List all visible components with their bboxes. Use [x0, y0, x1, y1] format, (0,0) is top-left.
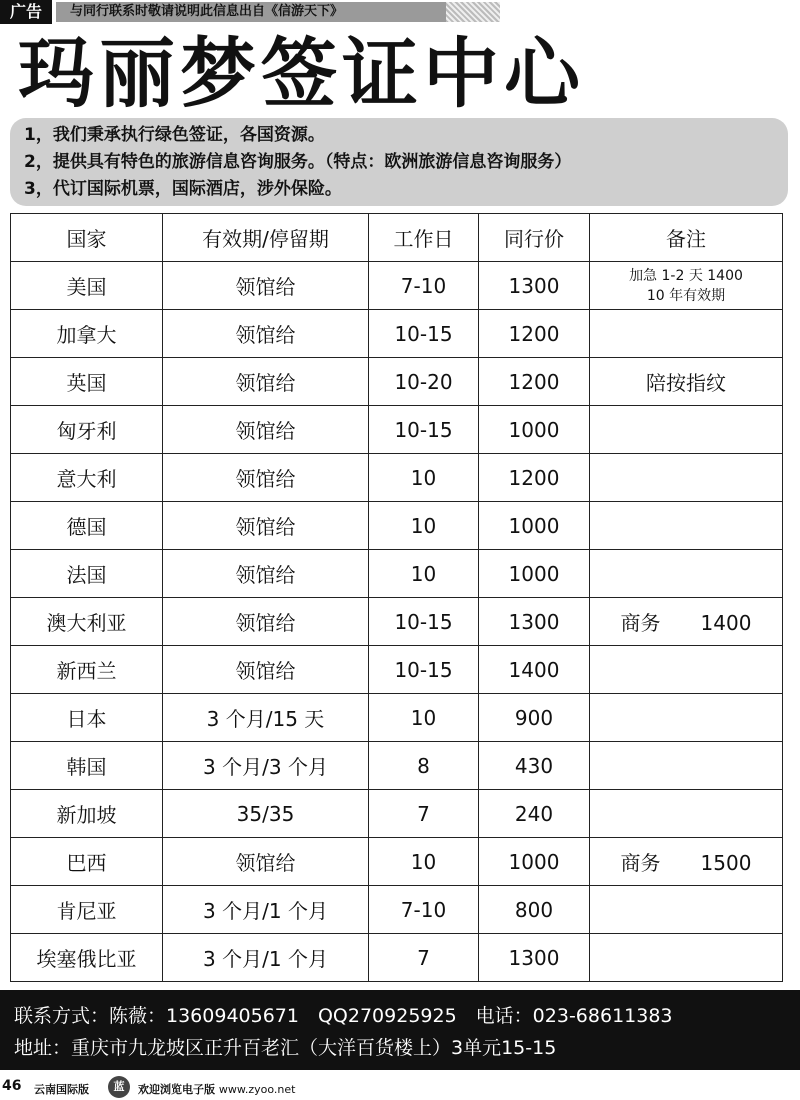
cell-country: 加拿大 — [11, 310, 163, 358]
cell-workdays: 7-10 — [369, 262, 479, 310]
cell-country: 肯尼亚 — [11, 886, 163, 934]
table-body — [11, 262, 783, 982]
table-row — [11, 358, 783, 406]
service-info-box — [10, 118, 788, 206]
cell-remark — [590, 262, 783, 310]
ad-decoration — [446, 2, 500, 22]
cell-price: 430 — [479, 742, 590, 790]
service-info-line: 1，我们秉承执行绿色签证，各国资源。 — [24, 125, 325, 145]
table-row — [11, 598, 783, 646]
cell-remark — [590, 934, 783, 982]
cell-workdays: 8 — [369, 742, 479, 790]
cell-country: 韩国 — [11, 742, 163, 790]
cell-workdays: 10 — [369, 550, 479, 598]
cell-remark: 商务 1500 — [590, 838, 783, 886]
cell-remark: 商务 1400 — [590, 598, 783, 646]
header-price: 同行价 — [479, 214, 590, 262]
cell-price: 1400 — [479, 646, 590, 694]
cell-validity: 领馆给 — [163, 454, 369, 502]
cell-price: 240 — [479, 790, 590, 838]
table-row — [11, 886, 783, 934]
cell-country: 德国 — [11, 502, 163, 550]
cell-validity: 领馆给 — [163, 838, 369, 886]
cell-country: 意大利 — [11, 454, 163, 502]
cell-country: 埃塞俄比亚 — [11, 934, 163, 982]
table-row — [11, 502, 783, 550]
cell-price: 1000 — [479, 502, 590, 550]
cell-price: 1300 — [479, 598, 590, 646]
cell-validity: 领馆给 — [163, 502, 369, 550]
cell-validity: 领馆给 — [163, 310, 369, 358]
cell-price: 1200 — [479, 310, 590, 358]
cell-price: 1300 — [479, 262, 590, 310]
cell-workdays: 7-10 — [369, 886, 479, 934]
cell-workdays: 10-15 — [369, 310, 479, 358]
cell-price: 800 — [479, 886, 590, 934]
cell-remark: 陪按指纹 — [590, 358, 783, 406]
page-number: 46 — [2, 1078, 22, 1094]
cell-country: 新西兰 — [11, 646, 163, 694]
cell-validity: 3 个月/1 个月 — [163, 886, 369, 934]
cell-remark — [590, 742, 783, 790]
cell-remark — [590, 454, 783, 502]
cell-workdays: 10-15 — [369, 646, 479, 694]
cell-price: 900 — [479, 694, 590, 742]
service-info-line: 2，提供具有特色的旅游信息咨询服务。（特点：欧洲旅游信息咨询服务） — [24, 152, 572, 172]
page-title: 玛丽梦签证中心 — [18, 29, 585, 118]
cell-country: 日本 — [11, 694, 163, 742]
welcome-text — [138, 1081, 295, 1097]
cell-country: 澳大利亚 — [11, 598, 163, 646]
page-footer-bar — [0, 1076, 800, 1100]
cell-workdays: 10-15 — [369, 598, 479, 646]
cell-workdays: 10-20 — [369, 358, 479, 406]
visa-price-table — [10, 213, 782, 982]
remark-line: 加急 1-2 天 1400 — [629, 267, 743, 284]
cell-remark — [590, 310, 783, 358]
cell-validity: 领馆给 — [163, 406, 369, 454]
header-workdays: 工作日 — [369, 214, 479, 262]
contact-footer — [0, 990, 800, 1070]
cell-price: 1000 — [479, 838, 590, 886]
website-link[interactable]: www.zyoo.net — [218, 1083, 296, 1096]
cell-price: 1000 — [479, 406, 590, 454]
cell-country: 法国 — [11, 550, 163, 598]
cell-remark — [590, 646, 783, 694]
cell-workdays: 10 — [369, 454, 479, 502]
ad-tag: 广告 — [0, 0, 52, 24]
cell-country: 新加坡 — [11, 790, 163, 838]
address-line: 地址：重庆市九龙坡区正升百老汇（大洋百货楼上）3单元15-15 — [14, 1037, 557, 1059]
edition-badge-icon: 蓝 — [108, 1076, 130, 1098]
cell-country: 匈牙利 — [11, 406, 163, 454]
cell-validity: 领馆给 — [163, 550, 369, 598]
cell-remark — [590, 550, 783, 598]
cell-validity: 35/35 — [163, 790, 369, 838]
table-row — [11, 310, 783, 358]
cell-price: 1200 — [479, 358, 590, 406]
table-row — [11, 646, 783, 694]
cell-country: 英国 — [11, 358, 163, 406]
cell-workdays: 10 — [369, 694, 479, 742]
table-row — [11, 934, 783, 982]
table-row — [11, 550, 783, 598]
cell-remark — [590, 502, 783, 550]
cell-workdays: 7 — [369, 934, 479, 982]
welcome-label: 欢迎浏览电子版 — [138, 1083, 215, 1096]
cell-validity: 3 个月/15 天 — [163, 694, 369, 742]
ad-bar — [0, 0, 800, 24]
header-country: 国家 — [11, 214, 163, 262]
edition-label: 云南国际版 — [34, 1083, 89, 1096]
cell-validity: 领馆给 — [163, 358, 369, 406]
cell-workdays: 7 — [369, 790, 479, 838]
contact-line: 联系方式：陈薇：13609405671 QQ270925925 电话：023-68611383 — [14, 1005, 673, 1027]
table-row — [11, 262, 783, 310]
table-row — [11, 838, 783, 886]
cell-remark — [590, 406, 783, 454]
cell-price: 1000 — [479, 550, 590, 598]
cell-remark — [590, 790, 783, 838]
cell-country: 美国 — [11, 262, 163, 310]
cell-validity: 3 个月/1 个月 — [163, 934, 369, 982]
ad-note: 与同行联系时敬请说明此信息出自《信游天下》 — [56, 2, 446, 22]
service-info-line: 3，代订国际机票，国际酒店，涉外保险。 — [24, 179, 342, 199]
table-row — [11, 694, 783, 742]
cell-price: 1300 — [479, 934, 590, 982]
cell-workdays: 10 — [369, 838, 479, 886]
cell-remark — [590, 694, 783, 742]
table-row — [11, 454, 783, 502]
table-row — [11, 790, 783, 838]
header-validity: 有效期/停留期 — [163, 214, 369, 262]
cell-price: 1200 — [479, 454, 590, 502]
table-row — [11, 742, 783, 790]
cell-workdays: 10 — [369, 502, 479, 550]
cell-validity: 领馆给 — [163, 262, 369, 310]
header-remark: 备注 — [590, 214, 783, 262]
remark-line: 10 年有效期 — [646, 287, 726, 304]
table-row — [11, 406, 783, 454]
cell-remark — [590, 886, 783, 934]
cell-country: 巴西 — [11, 838, 163, 886]
cell-validity: 领馆给 — [163, 646, 369, 694]
cell-workdays: 10-15 — [369, 406, 479, 454]
cell-validity: 领馆给 — [163, 598, 369, 646]
cell-validity: 3 个月/3 个月 — [163, 742, 369, 790]
table-header-row — [11, 214, 783, 262]
